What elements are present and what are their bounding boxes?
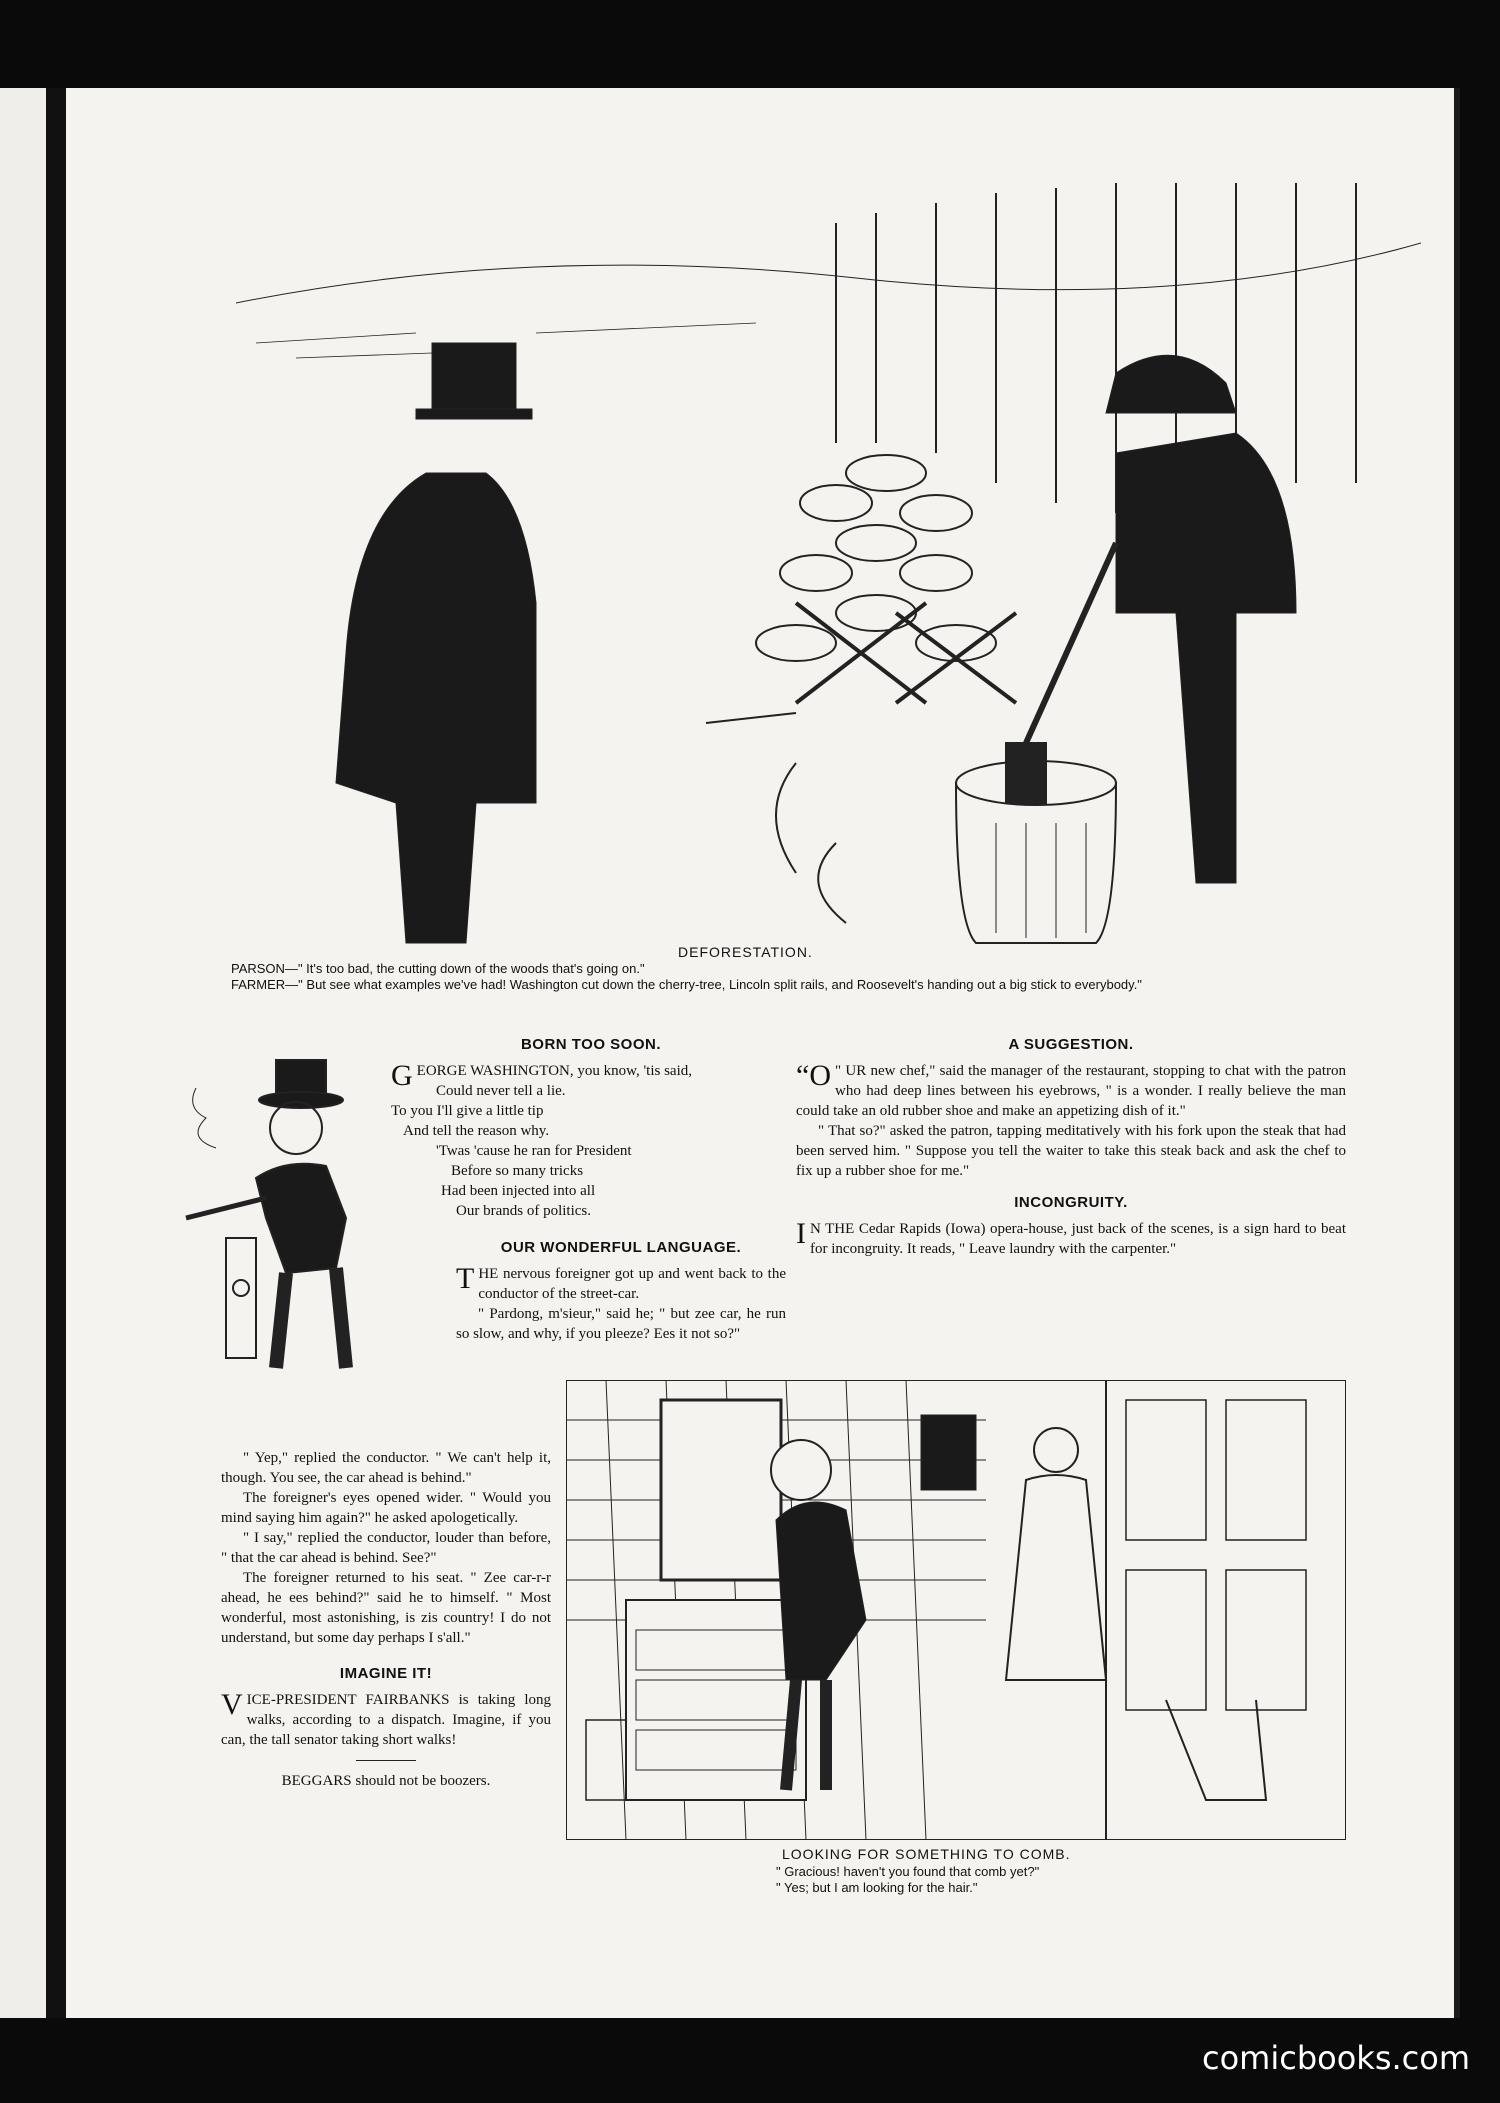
comb-title: LOOKING FOR SOMETHING TO COMB. [782,1846,1071,1862]
farmer-line: " But see what examples we've had! Washington cut down the cherry-tree, Lincoln split rails, and Roosevelt's handing out a big stick to everybody." [298,977,1142,992]
comb-illustration [566,1380,1346,1840]
poem-line: GEORGE WASHINGTON, you know, 'tis said, [391,1059,693,1092]
suggestion-title: A SUGGESTION. [1008,1036,1134,1053]
paragraph: " Pardong, m'sieur," said he; " but zee car, he run so slow, and why, if you pleeze? Ees it not so?" [456,1306,786,1342]
comb-line-2: " Yes; but I am looking for the hair." [776,1880,978,1895]
binding-gutter [46,88,66,2018]
parson-line: " It's too bad, the cutting down of the woods that's going on." [297,961,645,976]
born-too-soon-section [391,1035,791,1221]
poem-line: 'Twas 'cause he ran for President [436,1143,632,1159]
wonderful-language-title: OUR WONDERFUL LANGUAGE. [500,1239,742,1256]
wonderful-language-section [456,1238,786,1344]
paragraph: THE nervous foreigner got up and went back to the conductor of the street-car. [456,1262,786,1302]
divider [356,1760,416,1761]
politician-illustration [176,1048,386,1378]
paragraph: " That so?" asked the patron, tapping meditatively with his fork upon the steak that had been served him. " Suppose you tell the waiter to take this steak back and ask the chef to fix up a rubber shoe for me." [796,1123,1346,1179]
poem-line: Had been injected into all [441,1183,596,1199]
dropcap-g: G [391,1059,413,1092]
paragraph: " I say," replied the conductor, louder than before, " that the car ahead is behind. See?" [221,1530,551,1566]
poem-line: To you I'll give a little tip [391,1103,544,1119]
poem-line: Our brands of politics. [456,1203,591,1219]
suggestion-section [796,1035,1346,1259]
paragraph: “O " UR new chef," said the manager of the restaurant, stopping to chat with the patron who had deep lines between his eyebrows, " is a wonder. I really believe the man could take an old rubber shoe and make an appetizing dish of it." [796,1059,1346,1119]
paragraph: VICE-PRESIDENT FAIRBANKS is taking long walks, according to a dispatch. Imagine, if you can, the tall senator taking short walks! [221,1688,551,1748]
poem-line: Could never tell a lie. [436,1083,566,1099]
deforestation-dialogue [231,961,1391,993]
imagine-it-title: IMAGINE IT! [339,1665,433,1682]
magazine-page [66,88,1460,2018]
incongruity-title: INCONGRUITY. [1014,1194,1128,1211]
paragraph: The foreigner's eyes opened wider. " Would you mind saying him again?" he asked apologetically. [221,1490,551,1526]
left-page-edge [0,88,46,2018]
beggars-line: BEGGARS should not be boozers. [281,1773,491,1789]
poem-line: Before so many tricks [451,1163,584,1179]
poem-line: And tell the reason why. [403,1123,550,1139]
wonderful-language-continued [221,1448,551,1791]
comb-dialogue [776,1864,1276,1896]
born-too-soon-title: BORN TOO SOON. [520,1036,662,1053]
comb-line-1: " Gracious! haven't you found that comb yet?" [776,1864,1040,1879]
speaker-farmer: FARMER— [231,977,299,992]
watermark: comicbooks.com [1201,2039,1470,2077]
paragraph: I N THE Cedar Rapids (Iowa) opera-house, just back of the scenes, is a sign hard to beat for incongruity. It reads, " Leave laundry with the carpenter." [796,1217,1346,1257]
paragraph: The foreigner returned to his seat. " Zee car-r-r ahead, he ees behind?" said he to himself. " Most wonderful, most astonishing, is zis country! I do not understand, but some day perhaps I s'all." [221,1570,551,1646]
speaker-parson: PARSON— [231,961,298,976]
deforestation-illustration [236,183,1421,1013]
paragraph: " Yep," replied the conductor. " We can't help it, though. You see, the car ahead is behind." [221,1450,551,1486]
deforestation-title: DEFORESTATION. [678,944,813,960]
